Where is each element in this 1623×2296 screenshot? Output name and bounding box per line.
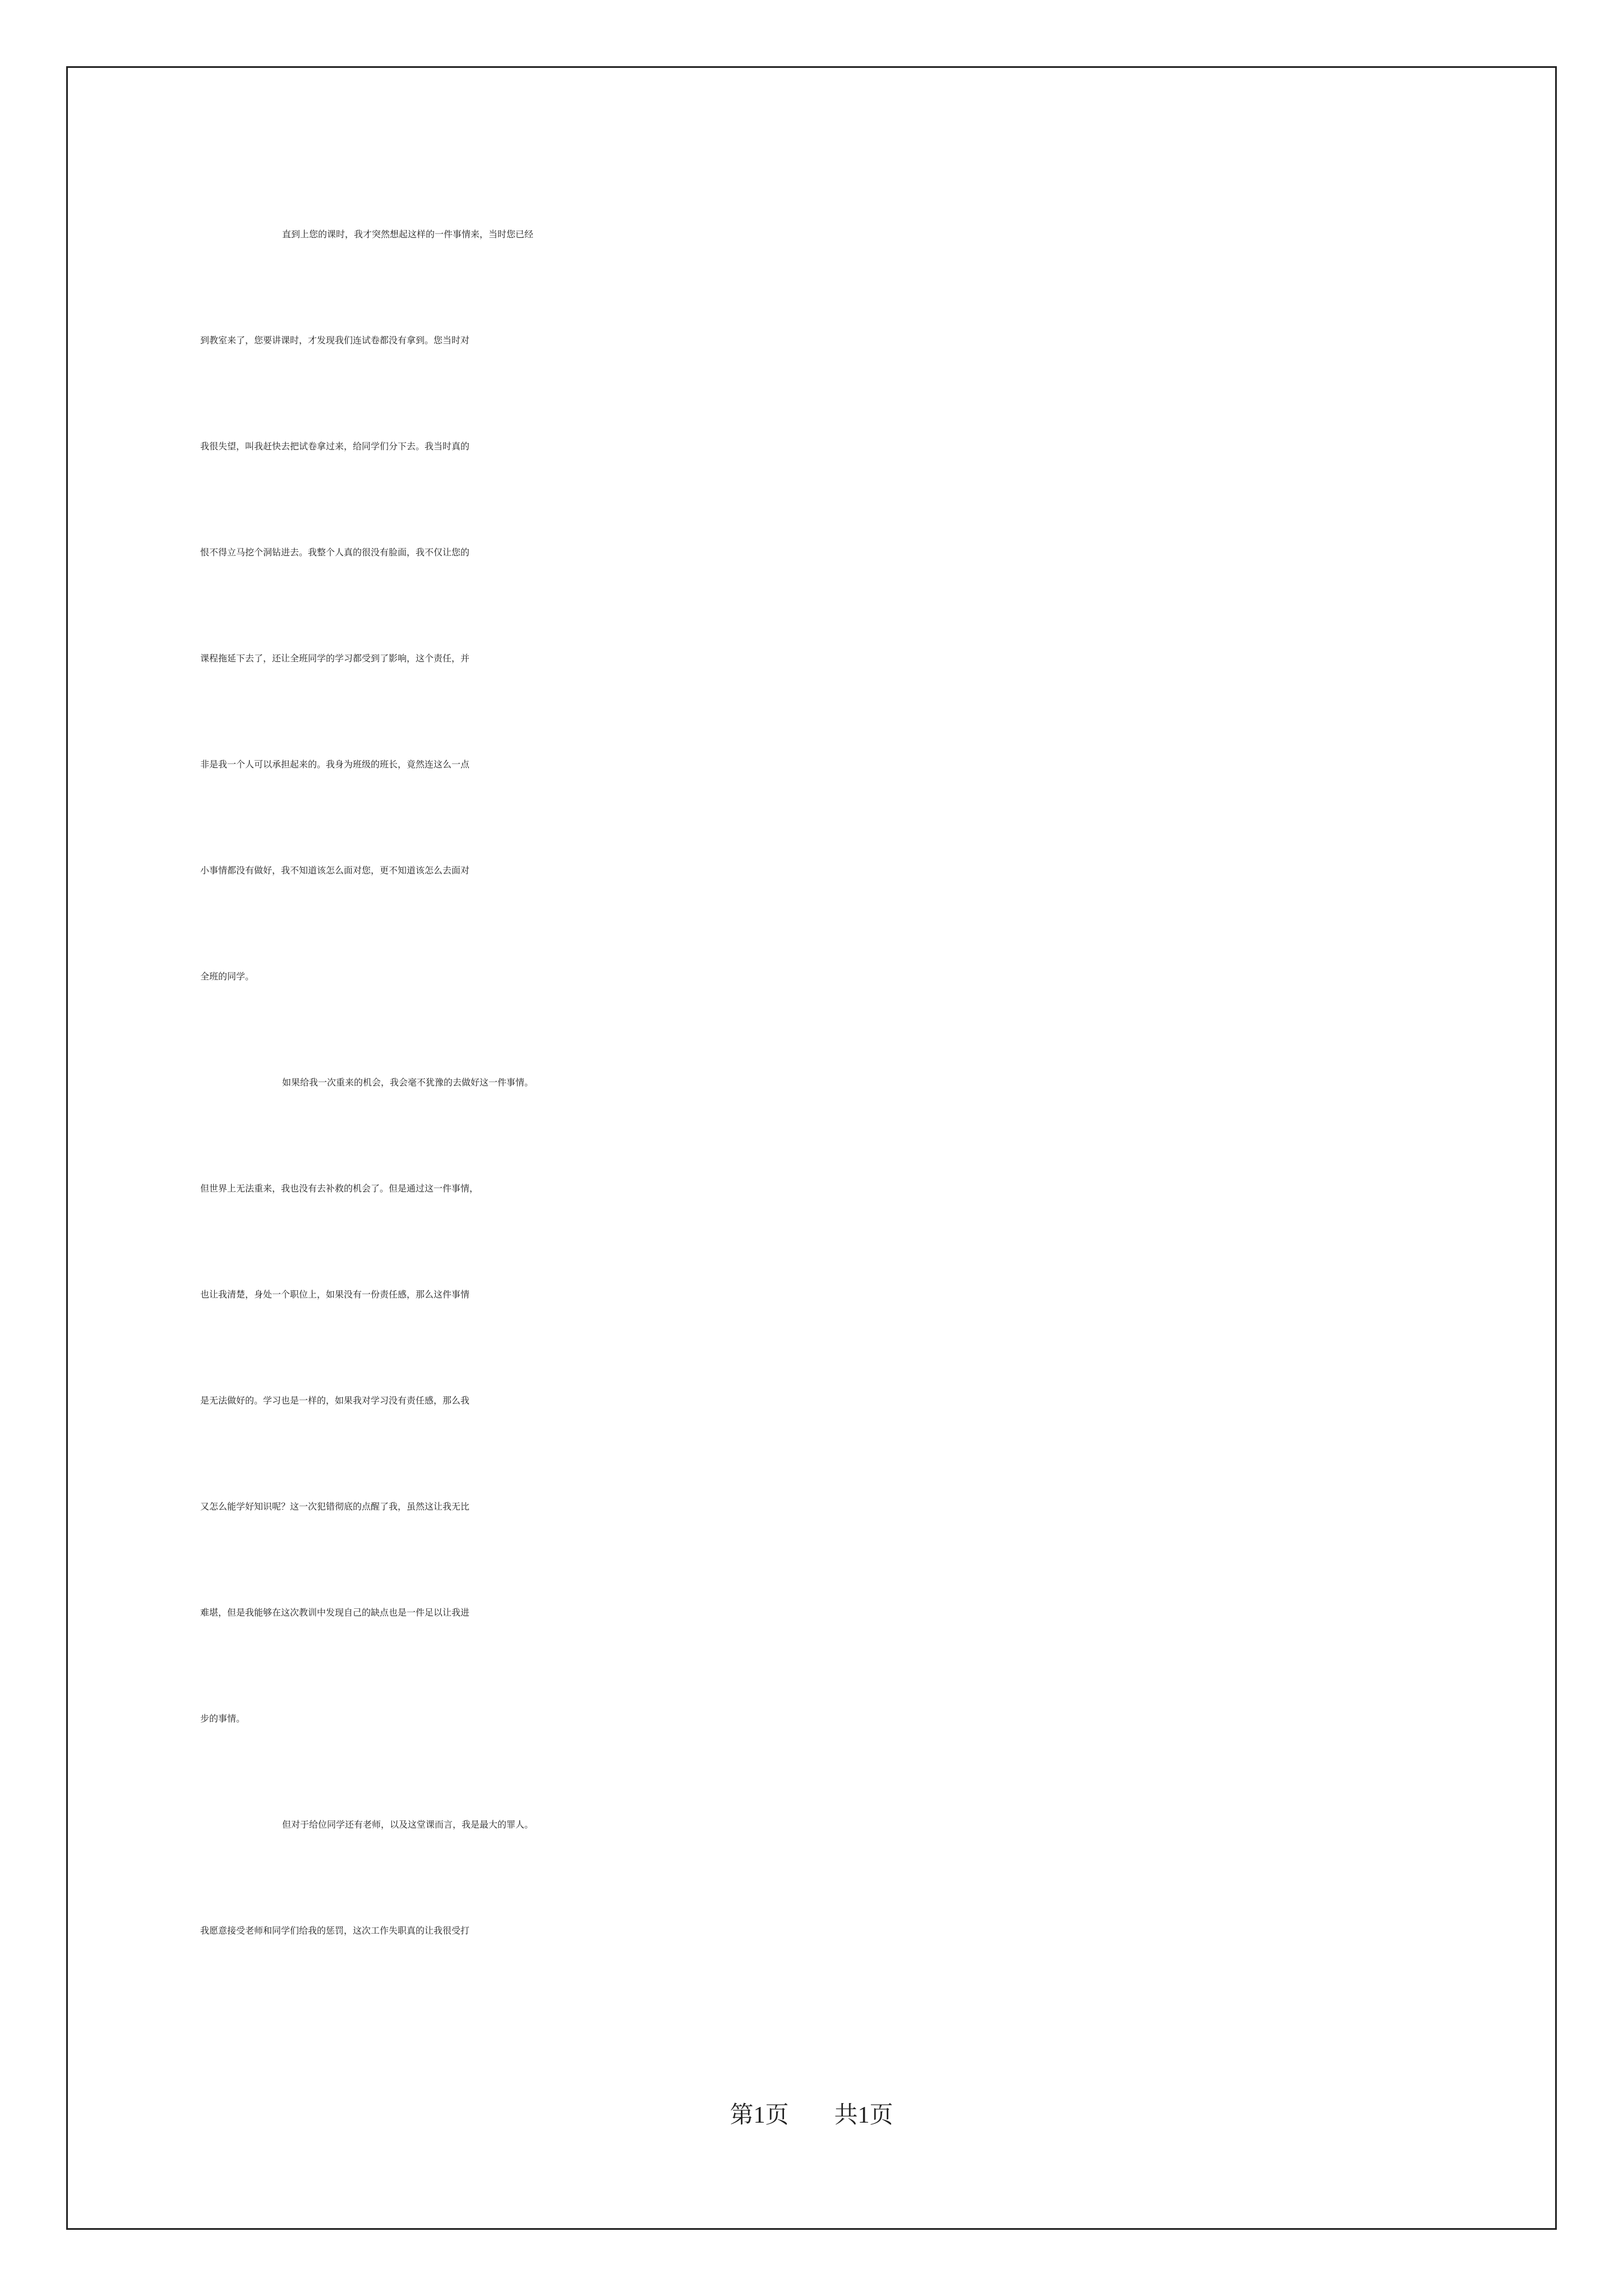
paragraph-line: 步的事情。 [200, 1713, 246, 1724]
paragraph-line: 是无法做好的。学习也是一样的，如果我对学习没有责任感，那么我 [200, 1395, 470, 1406]
paragraph-line: 我愿意接受老师和同学们给我的惩罚，这次工作失职真的让我很受打 [200, 1925, 470, 1936]
paragraph-1 [200, 227, 1428, 1075]
paragraph-line: 恨不得立马挖个洞钻进去。我整个人真的很没有脸面，我不仅让您的 [200, 547, 470, 558]
paragraph-2 [200, 1075, 1428, 1818]
page-footer [0, 2096, 1623, 2130]
page-total: 共1页 [834, 2102, 893, 2128]
paragraph-line: 也让我清楚，身处一个职位上，如果没有一份责任感，那么这件事情 [200, 1289, 470, 1300]
paragraph-line: 到教室来了，您要讲课时，才发现我们连试卷都没有拿到。您当时对 [200, 335, 470, 346]
paragraph-line: 又怎么能学好知识呢？这一次犯错彻底的点醒了我，虽然这让我无比 [200, 1501, 470, 1512]
paragraph-line: 直到上您的课时，我才突然想起这样的一件事情来，当时您已经 [282, 229, 534, 240]
paragraph-line: 课程拖延下去了，还让全班同学的学习都受到了影响，这个责任，并 [200, 653, 470, 664]
paragraph-line: 全班的同学。 [200, 971, 255, 982]
paragraph-line: 小事情都没有做好，我不知道该怎么面对您，更不知道该怎么去面对 [200, 865, 470, 876]
paragraph-3 [200, 1818, 1428, 2030]
document-body [200, 227, 1428, 2030]
paragraph-line: 但对于给位同学还有老师，以及这堂课而言，我是最大的罪人。 [282, 1819, 534, 1830]
paragraph-line: 但世界上无法重来，我也没有去补救的机会了。但是通过这一件事情， [200, 1183, 479, 1194]
paragraph-line: 难堪，但是我能够在这次教训中发现自己的缺点也是一件足以让我进 [200, 1607, 470, 1618]
paragraph-line: 我很失望，叫我赶快去把试卷拿过来，给同学们分下去。我当时真的 [200, 441, 470, 452]
paragraph-line: 如果给我一次重来的机会，我会毫不犹豫的去做好这一件事情。 [282, 1077, 534, 1088]
page-number: 第1页 [730, 2102, 789, 2128]
paragraph-line: 非是我一个人可以承担起来的。我身为班级的班长，竟然连这么一点 [200, 759, 470, 770]
